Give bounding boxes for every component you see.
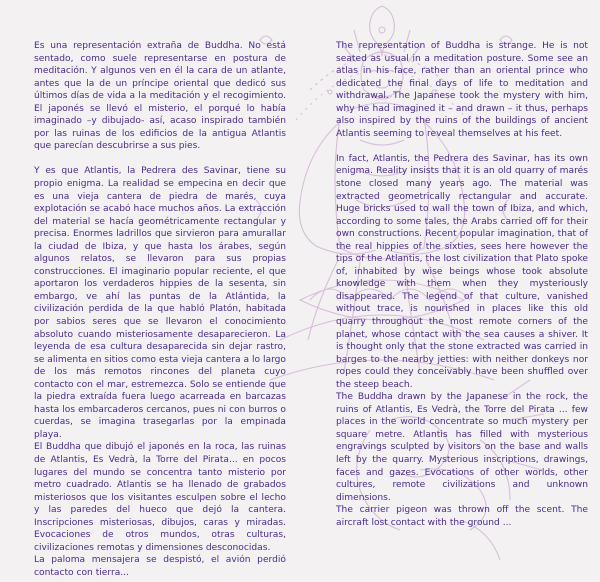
spanish-text-column — [34, 40, 286, 579]
english-paragraph: The carrier pigeon was thrown off the scent. The aircraft lost contact with the ground ... — [336, 505, 588, 528]
spanish-paragraph: Es una representación extraña de Buddha. No está sentado, como suele representarse en postura de meditación. Y algunos ven en él la cara de un atlante, antes que la de un príncipe oriental que dedicó sus últimos días de vida a la meditación y el recogimiento. El japonés se llevó el misterio, el porqué lo había imaginado –y dibujado- así, acaso inspirado también por las ruinas de los edificios de la antigua Atlantis que parecían descubrirse a sus pies. — [34, 41, 286, 152]
english-paragraph: The representation of Buddha is strange. He is not seated as usual in a meditation posture. Some see an atlas in his face, rather than an oriental prince who dedicated the final days of life to meditation and withdrawal. The Japanese took the mystery with him, why he had imagined it – and drawn – it thus, perhaps also inspired by the ruins of the buildings of ancient Atlantis seeming to reveal themselves at his feet. — [336, 41, 588, 139]
spanish-paragraph: La paloma mensajera se despistó, el avión perdió contacto con tierra... — [34, 555, 286, 578]
english-text-column — [336, 40, 588, 529]
spanish-paragraph: Y es que Atlantis, la Pedrera des Savinar, tiene su propio enigma. La realidad se empecina en decir que es una vieja cantera de piedra de marés, cuya explotación se acabó hace muchos años. La extracción del material se hacía geométricamente rectangular y precisa. Enormes ladrillos que sirvieron para amurallar la ciudad de Ibiza, y que hasta los árabes, según algunos relatos, se llevaron para sus propias construcciones. El imaginario popular reciente, el que aportaron los verdaderos hippies de la sesenta, sin embargo, ve ahí las puntas de la Atlántida, la civilización perdida de la que habló Platón, habitada por sabios seres que se llevaron el conocimiento absoluto cuando misteriosamente desaparecieron. La leyenda de esa cultura desaparecida sin dejar rastro, se alimenta en sitios como esta vieja cantera a lo largo de los más remotos rincones del planeta cuyo contacto con el mar, estremezca. Solo se entiende que la piedra extraída fuera luego acarreada en barcazas hasta los embarcaderos cercanos, pues ni con burros o cuerdas, se imagina trasegarlas por la empinada playa. — [34, 166, 286, 440]
english-paragraph: The Buddha drawn by the Japanese in the rock, the ruins of Atlantis, Es Vedrà, the Torre del Pirata ... few places in the world concentrate so much mystery per square metre. Atlantis has filled with mysterious engravings sculpted by visitors on the base and walls left by the quarry. Mysterious inscriptions, drawings, faces and gazes. Evocations of other worlds, other cultures, remote civilizations and unknown dimensions. — [336, 392, 588, 503]
spanish-paragraph: El Buddha que dibujó el japonés en la roca, las ruinas de Atlantis, Es Vedrà, la Torre del Pirata... en pocos lugares del mundo se concentra tanto misterio por metro cuadrado. Atlantis se ha llenado de grabados misteriosos que los visitantes esculpen sobre el lecho y las paredes del hueco que dejó la cantera. Inscripciones misteriosas, dibujos, caras y miradas. Evocaciones de otros mundos, otras culturas, civilizaciones remotas y dimensiones desconocidas. — [34, 442, 286, 553]
english-paragraph: In fact, Atlantis, the Pedrera des Savinar, has its own enigma. Reality insists that it is an old quarry of marés stone closed many years ago. The material was extracted geometrically rectangular and accurate. Huge bricks used to wall the town of Ibiza, and which, according to some tales, the Arabs carried off for their own constructions. Recent popular imagination, that of the real hippies of the sixties, sees here however the tips of the Atlantis, the lost civilization that Plato spoke of, inhabited by wise beings whose took absolute knowledge with them when they mysteriously disappeared. The legend of that culture, vanished without trace, is nourished in places like this old quarry throughout the most remote corners of the planet, whose contact with the sea causes a shiver. It is thought only that the stone extracted was carried in barges to the nearby jetties: with neither donkeys nor ropes could they conceivably have been shuffled over the steep beach. — [336, 153, 588, 390]
